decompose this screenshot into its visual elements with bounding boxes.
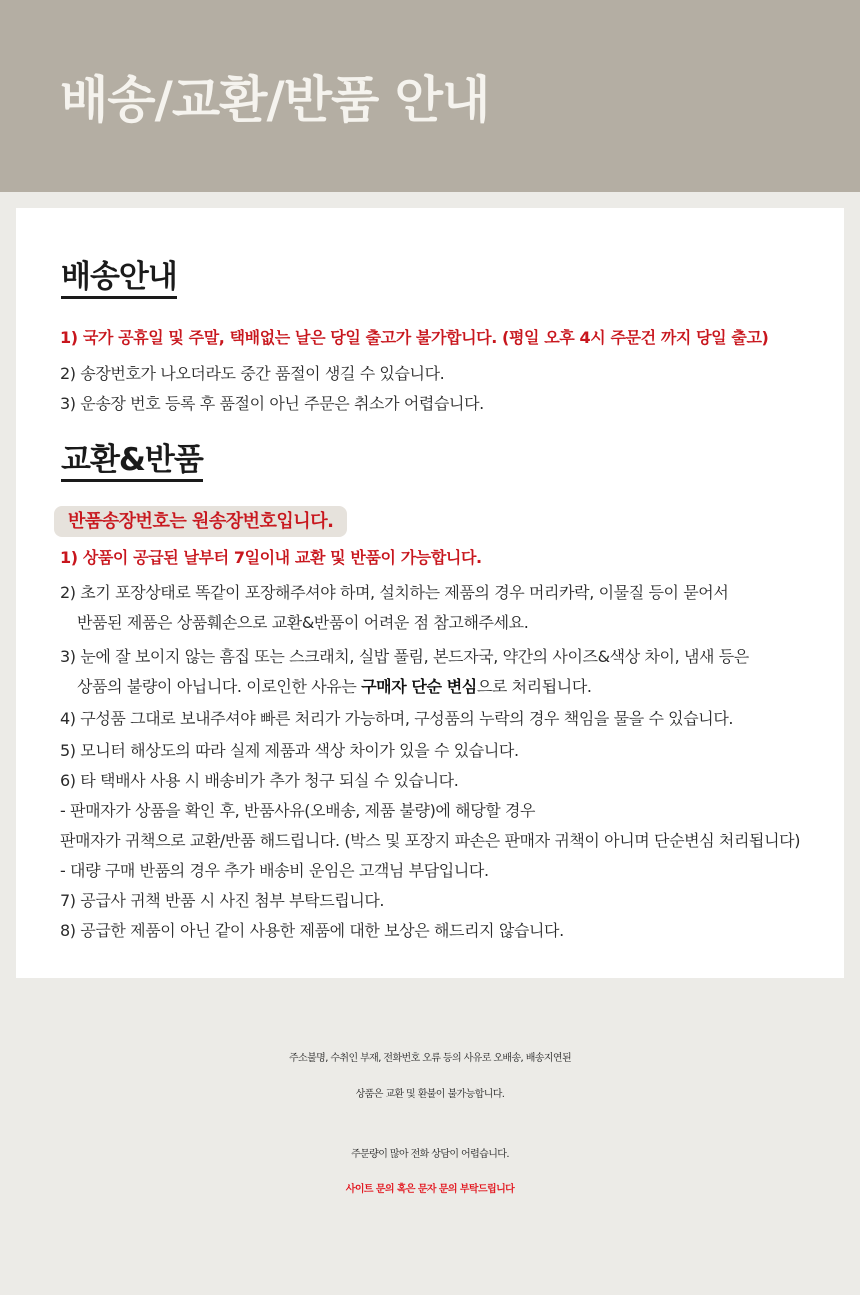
shipping-section-title: 배송안내 — [61, 258, 177, 299]
exchange-item-2b: 반품된 제품은 상품훼손으로 교환&반품이 어려운 점 참고해주세요. — [77, 613, 529, 632]
header-banner — [0, 0, 860, 192]
page-title: 배송/교환/반품 안내 — [60, 71, 490, 129]
exchange-note-2: - 대량 구매 반품의 경우 추가 배송비 운임은 고객님 부담입니다. — [60, 861, 489, 880]
shipping-item-3: 3) 운송장 번호 등록 후 품절이 아닌 주문은 취소가 어렵습니다. — [60, 394, 484, 413]
policy-card — [16, 208, 844, 978]
exchange-item-8: 8) 공급한 제품이 아닌 같이 사용한 제품에 대한 보상은 해드리지 않습니다. — [60, 921, 564, 940]
footer-notice-line-1: 주소불명, 수취인 부재, 전화번호 오류 등의 사유로 오배송, 배송지연된 — [288, 1053, 572, 1064]
exchange-item-3b-post: 으로 처리됩니다. — [476, 677, 592, 696]
shipping-item-2: 2) 송장번호가 나오더라도 중간 품절이 생길 수 있습니다. — [60, 364, 445, 383]
exchange-item-3b-pre: 상품의 불량이 아닙니다. 이로인한 사유는 — [77, 677, 362, 696]
exchange-item-3a: 3) 눈에 잘 보이지 않는 흠집 또는 스크래치, 실밥 풀림, 본드자국, 약간의 사이즈&색상 차이, 냄새 등은 — [60, 647, 749, 666]
footer-notice-line-2: 상품은 교환 및 환불이 불가능합니다. — [355, 1089, 505, 1100]
return-notice-badge: 반품송장번호는 원송장번호입니다. — [54, 506, 347, 537]
exchange-note-1b: 판매자가 귀책으로 교환/반품 해드립니다. (박스 및 포장지 파손은 판매자 귀책이 아니며 단순변심 처리됩니다) — [60, 831, 801, 850]
exchange-note-1a: - 판매자가 상품을 확인 후, 반품사유(오배송, 제품 불량)에 해당할 경우 — [60, 801, 536, 820]
exchange-item-2a: 2) 초기 포장상태로 똑같이 포장해주셔야 하며, 설치하는 제품의 경우 머리카락, 이물질 등이 묻어서 — [60, 583, 729, 602]
exchange-item-3b-bold: 구매자 단순 변심 — [361, 677, 477, 696]
exchange-section-title: 교환&반품 — [61, 441, 203, 482]
exchange-item-1: 1) 상품이 공급된 날부터 7일이내 교환 및 반품이 가능합니다. — [60, 548, 482, 567]
shipping-item-1: 1) 국가 공휴일 및 주말, 택배없는 날은 당일 출고가 불가합니다. (평일 오후 4시 주문건 까지 당일 출고) — [60, 328, 769, 347]
footer-contact-line-1: 주문량이 많아 전화 상담이 어렵습니다. — [351, 1149, 509, 1160]
exchange-item-5: 5) 모니터 해상도의 따라 실제 제품과 색상 차이가 있을 수 있습니다. — [60, 741, 519, 760]
footer-contact-line-2: 사이트 문의 혹은 문자 문의 부탁드립니다 — [345, 1184, 515, 1195]
exchange-item-3b — [77, 676, 592, 698]
exchange-item-6: 6) 타 택배사 사용 시 배송비가 추가 청구 되실 수 있습니다. — [60, 771, 459, 790]
exchange-item-7: 7) 공급사 귀책 반품 시 사진 첨부 부탁드립니다. — [60, 891, 385, 910]
exchange-item-4: 4) 구성품 그대로 보내주셔야 빠른 처리가 가능하며, 구성품의 누락의 경우 책임을 물을 수 있습니다. — [60, 709, 734, 728]
